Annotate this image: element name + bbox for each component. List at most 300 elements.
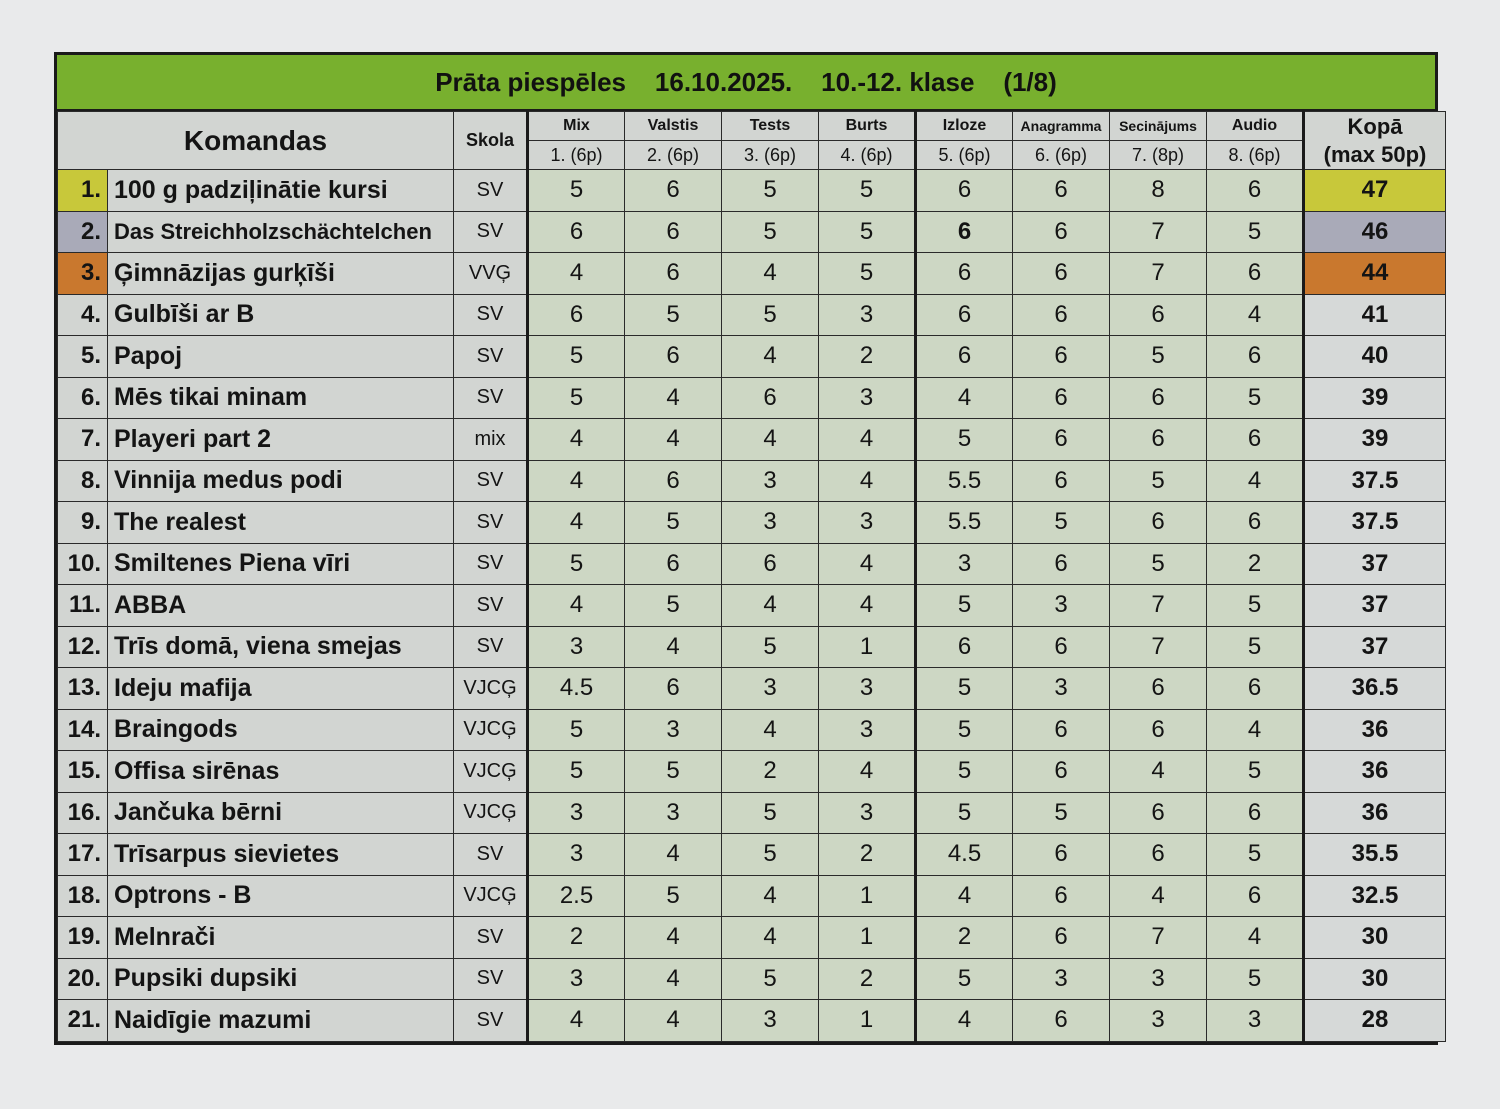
table-row [58, 543, 1446, 585]
score-cell: 4 [1207, 917, 1304, 959]
rank-cell: 11. [58, 585, 108, 627]
score-cell: 5 [1207, 751, 1304, 793]
score-cell: 4 [528, 1000, 625, 1042]
score-cell: 6 [1207, 875, 1304, 917]
table-row [58, 1000, 1446, 1042]
rank-cell: 9. [58, 502, 108, 544]
rank-cell: 6. [58, 377, 108, 419]
table-row [58, 211, 1446, 253]
team-name: Papoj [108, 336, 454, 378]
rank-cell: 20. [58, 958, 108, 1000]
table-row [58, 502, 1446, 544]
rank-cell: 12. [58, 626, 108, 668]
score-cell: 5 [528, 751, 625, 793]
score-cell: 6 [1013, 1000, 1110, 1042]
score-cell: 4 [722, 336, 819, 378]
score-cell: 6 [1110, 709, 1207, 751]
table-row [58, 917, 1446, 959]
school-cell: VVĢ [454, 253, 528, 295]
score-cell: 3 [1013, 668, 1110, 710]
team-name: Trīs domā, viena smejas [108, 626, 454, 668]
score-cell: 2 [528, 917, 625, 959]
score-cell: 4 [625, 419, 722, 461]
score-cell: 6 [1110, 834, 1207, 876]
score-cell: 6 [1110, 502, 1207, 544]
school-cell: SV [454, 626, 528, 668]
score-cell: 6 [916, 253, 1013, 295]
table-row [58, 294, 1446, 336]
score-cell: 4 [528, 502, 625, 544]
school-cell: VJCĢ [454, 668, 528, 710]
school-cell: SV [454, 336, 528, 378]
score-cell: 1 [819, 917, 916, 959]
rank-cell: 8. [58, 460, 108, 502]
school-cell: SV [454, 211, 528, 253]
score-cell: 4 [625, 917, 722, 959]
rank-cell: 18. [58, 875, 108, 917]
score-cell: 3 [819, 502, 916, 544]
team-name: Pupsiki dupsiki [108, 958, 454, 1000]
school-cell: SV [454, 834, 528, 876]
table-row [58, 419, 1446, 461]
score-cell: 5 [625, 751, 722, 793]
total-cell: 40 [1304, 336, 1446, 378]
team-name: Jančuka bērni [108, 792, 454, 834]
rank-cell: 19. [58, 917, 108, 959]
total-cell: 44 [1304, 253, 1446, 295]
header-round-points: 3. (6p) [722, 141, 819, 170]
total-cell: 47 [1304, 170, 1446, 212]
score-cell: 6 [916, 626, 1013, 668]
score-cell: 5.5 [916, 460, 1013, 502]
score-cell: 6 [916, 336, 1013, 378]
score-cell: 6 [625, 668, 722, 710]
score-cell: 4 [1110, 751, 1207, 793]
table-row [58, 834, 1446, 876]
score-cell: 5 [916, 668, 1013, 710]
score-cell: 6 [722, 377, 819, 419]
score-cell: 5 [1207, 377, 1304, 419]
score-cell: 4 [528, 585, 625, 627]
team-name: Trīsarpus sievietes [108, 834, 454, 876]
score-cell: 2 [722, 751, 819, 793]
table-row [58, 751, 1446, 793]
rank-cell: 3. [58, 253, 108, 295]
team-name: Smiltenes Piena vīri [108, 543, 454, 585]
total-cell: 36 [1304, 709, 1446, 751]
header-round-name: Anagramma [1013, 112, 1110, 141]
score-cell: 4 [819, 460, 916, 502]
score-cell: 3 [625, 709, 722, 751]
score-cell: 4.5 [528, 668, 625, 710]
score-cell: 6 [1110, 377, 1207, 419]
score-cell: 5 [1207, 626, 1304, 668]
header-round-points: 2. (6p) [625, 141, 722, 170]
school-cell: SV [454, 958, 528, 1000]
score-cell: 7 [1110, 211, 1207, 253]
table-row [58, 709, 1446, 751]
results-body [58, 170, 1446, 1042]
score-cell: 6 [1207, 502, 1304, 544]
score-cell: 5 [819, 253, 916, 295]
header-round-name: Secinājums [1110, 112, 1207, 141]
school-cell: SV [454, 460, 528, 502]
score-cell: 5 [1207, 834, 1304, 876]
score-cell: 6 [1013, 834, 1110, 876]
rank-cell: 4. [58, 294, 108, 336]
table-row [58, 170, 1446, 212]
score-cell: 5 [1207, 211, 1304, 253]
school-cell: SV [454, 917, 528, 959]
score-cell: 6 [1013, 626, 1110, 668]
score-cell: 4 [819, 751, 916, 793]
score-cell: 4 [819, 419, 916, 461]
total-cell: 36 [1304, 751, 1446, 793]
title-class: 10.-12. klase [821, 66, 975, 97]
rank-cell: 21. [58, 1000, 108, 1042]
score-cell: 2 [819, 958, 916, 1000]
score-cell: 6 [1013, 543, 1110, 585]
score-cell: 6 [1013, 460, 1110, 502]
score-cell: 5 [916, 709, 1013, 751]
rank-cell: 1. [58, 170, 108, 212]
total-cell: 39 [1304, 377, 1446, 419]
score-cell: 5 [722, 792, 819, 834]
team-name: Naidīgie mazumi [108, 1000, 454, 1042]
header-total [1304, 112, 1446, 170]
score-cell: 5 [1110, 336, 1207, 378]
score-cell: 2 [819, 834, 916, 876]
table-row [58, 626, 1446, 668]
school-cell: SV [454, 543, 528, 585]
score-cell: 6 [1013, 709, 1110, 751]
team-name: 100 g padziļinātie kursi [108, 170, 454, 212]
total-cell: 39 [1304, 419, 1446, 461]
score-cell: 6 [1110, 668, 1207, 710]
score-cell: 6 [1013, 377, 1110, 419]
rank-cell: 13. [58, 668, 108, 710]
score-cell: 6 [625, 253, 722, 295]
score-cell: 3 [528, 834, 625, 876]
score-cell: 3 [722, 502, 819, 544]
score-cell: 4 [1110, 875, 1207, 917]
score-cell: 4 [625, 834, 722, 876]
score-cell: 3 [916, 543, 1013, 585]
score-cell: 3 [528, 792, 625, 834]
table-row [58, 460, 1446, 502]
score-cell: 5 [1110, 460, 1207, 502]
score-cell: 5 [528, 543, 625, 585]
score-cell: 7 [1110, 585, 1207, 627]
score-cell: 6 [1013, 294, 1110, 336]
header-row-names [58, 112, 1446, 141]
total-cell: 36.5 [1304, 668, 1446, 710]
score-cell: 4 [722, 253, 819, 295]
score-cell: 3 [819, 792, 916, 834]
team-name: Das Streichholzschächtelchen [108, 211, 454, 253]
score-cell: 5 [916, 958, 1013, 1000]
score-cell: 3 [1013, 958, 1110, 1000]
score-cell: 6 [1013, 875, 1110, 917]
score-cell: 4 [722, 917, 819, 959]
score-cell: 5 [722, 211, 819, 253]
score-cell: 3 [528, 958, 625, 1000]
team-name: The realest [108, 502, 454, 544]
score-cell: 5.5 [916, 502, 1013, 544]
score-cell: 7 [1110, 626, 1207, 668]
score-cell: 4 [916, 875, 1013, 917]
score-cell: 5 [625, 875, 722, 917]
score-cell: 5 [722, 294, 819, 336]
score-cell: 4 [916, 1000, 1013, 1042]
team-name: Gulbīši ar B [108, 294, 454, 336]
score-cell: 4 [1207, 294, 1304, 336]
score-cell: 6 [1207, 336, 1304, 378]
score-cell: 5 [722, 958, 819, 1000]
total-cell: 46 [1304, 211, 1446, 253]
score-cell: 1 [819, 1000, 916, 1042]
team-name: Ideju mafija [108, 668, 454, 710]
school-cell: SV [454, 170, 528, 212]
school-cell: VJCĢ [454, 751, 528, 793]
score-cell: 7 [1110, 917, 1207, 959]
score-cell: 6 [1207, 792, 1304, 834]
score-cell: 6 [1110, 294, 1207, 336]
header-teams: Komandas [58, 112, 454, 170]
rank-cell: 7. [58, 419, 108, 461]
header-round-points: 1. (6p) [528, 141, 625, 170]
score-cell: 2 [819, 336, 916, 378]
score-cell: 3 [528, 626, 625, 668]
score-cell: 6 [1013, 419, 1110, 461]
score-cell: 3 [722, 1000, 819, 1042]
title-date: 16.10.2025. [654, 66, 793, 97]
table-row [58, 668, 1446, 710]
score-cell: 5 [722, 170, 819, 212]
score-cell: 6 [625, 460, 722, 502]
score-cell: 2.5 [528, 875, 625, 917]
score-cell: 1 [819, 626, 916, 668]
header-round-points: 4. (6p) [819, 141, 916, 170]
score-cell: 2 [916, 917, 1013, 959]
score-cell: 3 [1110, 1000, 1207, 1042]
score-cell: 6 [1013, 211, 1110, 253]
header-school: Skola [454, 112, 528, 170]
score-cell: 4 [819, 585, 916, 627]
score-cell: 5 [528, 709, 625, 751]
team-name: Braingods [108, 709, 454, 751]
score-cell: 4 [819, 543, 916, 585]
score-cell: 4 [528, 253, 625, 295]
rank-cell: 17. [58, 834, 108, 876]
team-name: Optrons - B [108, 875, 454, 917]
rank-cell: 16. [58, 792, 108, 834]
score-cell: 4 [625, 377, 722, 419]
header-total-title: Kopā [1347, 113, 1403, 139]
score-cell: 1 [819, 875, 916, 917]
team-name: Vinnija medus podi [108, 460, 454, 502]
score-cell: 5 [819, 170, 916, 212]
score-cell: 3 [722, 668, 819, 710]
score-cell: 6 [1110, 419, 1207, 461]
score-cell: 6 [916, 211, 1013, 253]
team-name: ABBA [108, 585, 454, 627]
results-table [57, 111, 1446, 1042]
team-name: Ģimnāzijas gurķīši [108, 253, 454, 295]
score-cell: 6 [1013, 170, 1110, 212]
score-cell: 3 [819, 377, 916, 419]
score-cell: 5 [916, 419, 1013, 461]
score-cell: 6 [1013, 336, 1110, 378]
score-cell: 3 [819, 294, 916, 336]
team-name: Offisa sirēnas [108, 751, 454, 793]
table-row [58, 792, 1446, 834]
score-cell: 4 [625, 626, 722, 668]
total-cell: 36 [1304, 792, 1446, 834]
score-cell: 5 [916, 751, 1013, 793]
table-row [58, 336, 1446, 378]
score-cell: 4 [1207, 709, 1304, 751]
total-cell: 37.5 [1304, 502, 1446, 544]
score-cell: 5 [1110, 543, 1207, 585]
header-round-name: Mix [528, 112, 625, 141]
team-name: Mēs tikai minam [108, 377, 454, 419]
team-name: Playeri part 2 [108, 419, 454, 461]
score-cell: 3 [625, 792, 722, 834]
score-cell: 4 [916, 377, 1013, 419]
score-cell: 6 [625, 170, 722, 212]
header-round-points: 6. (6p) [1013, 141, 1110, 170]
score-cell: 4 [1207, 460, 1304, 502]
score-cell: 4 [722, 419, 819, 461]
score-cell: 5 [528, 170, 625, 212]
score-cell: 3 [1110, 958, 1207, 1000]
header-round-name: Tests [722, 112, 819, 141]
score-cell: 4 [528, 460, 625, 502]
score-cell: 4 [722, 585, 819, 627]
score-cell: 6 [916, 294, 1013, 336]
table-row [58, 253, 1446, 295]
team-name: Melnrači [108, 917, 454, 959]
score-cell: 6 [1013, 917, 1110, 959]
header-round-points: 5. (6p) [916, 141, 1013, 170]
score-cell: 5 [722, 626, 819, 668]
score-cell: 2 [1207, 543, 1304, 585]
table-row [58, 585, 1446, 627]
school-cell: SV [454, 502, 528, 544]
score-cell: 6 [1207, 419, 1304, 461]
score-cell: 4.5 [916, 834, 1013, 876]
school-cell: VJCĢ [454, 792, 528, 834]
score-cell: 3 [819, 709, 916, 751]
header-round-name: Izloze [916, 112, 1013, 141]
score-cell: 5 [1207, 958, 1304, 1000]
score-cell: 4 [722, 875, 819, 917]
school-cell: SV [454, 377, 528, 419]
school-cell: VJCĢ [454, 709, 528, 751]
score-cell: 6 [625, 543, 722, 585]
school-cell: VJCĢ [454, 875, 528, 917]
score-cell: 5 [625, 502, 722, 544]
rank-cell: 14. [58, 709, 108, 751]
school-cell: SV [454, 294, 528, 336]
total-cell: 37 [1304, 543, 1446, 585]
header-total-max: (max 50p) [1323, 141, 1427, 167]
score-cell: 6 [1013, 751, 1110, 793]
score-cell: 6 [916, 170, 1013, 212]
score-cell: 5 [1013, 502, 1110, 544]
rank-cell: 15. [58, 751, 108, 793]
table-row [58, 958, 1446, 1000]
header-round-name: Audio [1207, 112, 1304, 141]
score-cell: 6 [625, 336, 722, 378]
score-cell: 4 [625, 1000, 722, 1042]
rank-cell: 2. [58, 211, 108, 253]
score-cell: 6 [1013, 253, 1110, 295]
total-cell: 32.5 [1304, 875, 1446, 917]
score-cell: 3 [819, 668, 916, 710]
school-cell: mix [454, 419, 528, 461]
table-row [58, 377, 1446, 419]
table-row [58, 875, 1446, 917]
score-cell: 5 [1207, 585, 1304, 627]
score-cell: 8 [1110, 170, 1207, 212]
total-cell: 30 [1304, 958, 1446, 1000]
header-round-name: Burts [819, 112, 916, 141]
score-cell: 4 [722, 709, 819, 751]
score-cell: 5 [625, 585, 722, 627]
score-cell: 6 [1110, 792, 1207, 834]
score-cell: 6 [722, 543, 819, 585]
rank-cell: 10. [58, 543, 108, 585]
score-cell: 5 [1013, 792, 1110, 834]
rank-cell: 5. [58, 336, 108, 378]
score-cell: 5 [916, 792, 1013, 834]
total-cell: 28 [1304, 1000, 1446, 1042]
score-cell: 5 [722, 834, 819, 876]
total-cell: 37 [1304, 626, 1446, 668]
school-cell: SV [454, 585, 528, 627]
score-cell: 4 [625, 958, 722, 1000]
total-cell: 41 [1304, 294, 1446, 336]
total-cell: 30 [1304, 917, 1446, 959]
score-cell: 5 [819, 211, 916, 253]
header-round-name: Valstis [625, 112, 722, 141]
score-cell: 3 [1207, 1000, 1304, 1042]
score-cell: 5 [528, 336, 625, 378]
title-bar [57, 55, 1435, 111]
score-cell: 6 [528, 211, 625, 253]
score-cell: 6 [1207, 253, 1304, 295]
school-cell: SV [454, 1000, 528, 1042]
score-cell: 6 [625, 211, 722, 253]
score-cell: 6 [1207, 668, 1304, 710]
score-cell: 3 [1013, 585, 1110, 627]
total-cell: 37.5 [1304, 460, 1446, 502]
header-round-points: 8. (6p) [1207, 141, 1304, 170]
title-event: Prāta piespēles [435, 66, 626, 97]
score-cell: 5 [916, 585, 1013, 627]
total-cell: 35.5 [1304, 834, 1446, 876]
results-sheet [54, 52, 1438, 1045]
score-cell: 3 [722, 460, 819, 502]
total-cell: 37 [1304, 585, 1446, 627]
score-cell: 5 [625, 294, 722, 336]
score-cell: 4 [528, 419, 625, 461]
score-cell: 7 [1110, 253, 1207, 295]
score-cell: 6 [528, 294, 625, 336]
header-round-points: 7. (8p) [1110, 141, 1207, 170]
